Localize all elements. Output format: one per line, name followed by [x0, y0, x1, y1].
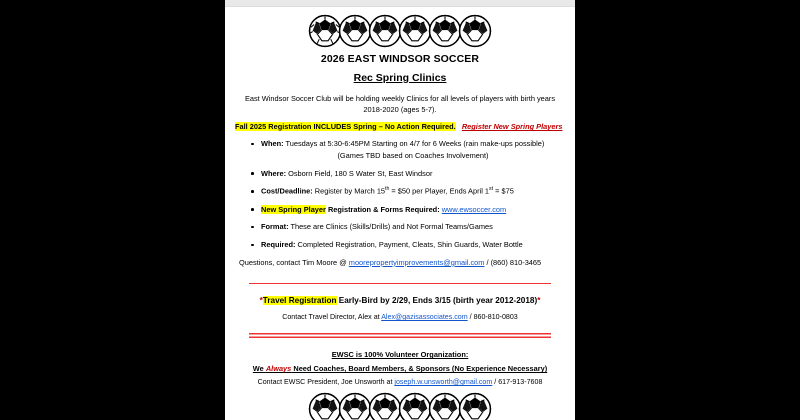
volunteer-contact-prefix: Contact EWSC President, Joe Unsworth at — [257, 378, 395, 387]
volunteer-always-emphasis: Always — [265, 364, 292, 374]
bullet-sep: : — [437, 204, 442, 214]
divider-rule-double — [249, 333, 551, 338]
questions-phone: / (860) 810-3465 — [484, 257, 542, 267]
bullet-sep: : — [281, 139, 284, 149]
list-item-when — [261, 139, 565, 161]
page-subtitle: Rec Spring Clinics — [353, 72, 447, 84]
bullet-text-cost-post: = $75 — [493, 186, 514, 196]
soccer-ball-icon — [338, 392, 372, 420]
bullet-label-when: When — [261, 139, 282, 149]
soccer-ball-icon — [398, 14, 432, 48]
bullet-label-cost: Cost/Deadline — [261, 186, 311, 196]
document-page — [225, 0, 575, 420]
volunteer-heading: EWSC is 100% Volunteer Organization: — [331, 350, 469, 360]
questions-prefix: Questions, contact Tim Moore @ — [239, 257, 349, 267]
bullet-sep: : — [310, 186, 313, 196]
page-title: 2026 EAST WINDSOR SOCCER — [320, 53, 480, 65]
bullet-sep: : — [283, 168, 287, 178]
travel-contact-prefix: Contact Travel Director, Alex at — [282, 313, 382, 322]
list-item-required — [261, 240, 565, 251]
bullet-subline-when: (Games TBD based on Coaches Involvement) — [337, 150, 489, 160]
travel-contact-phone: / 860-810-0803 — [467, 313, 518, 322]
soccer-ball-icon — [458, 14, 492, 48]
bullet-text-when: Tuesdays at 5:30-6:45PM Starting on 4/7 for 6 Weeks (rain make-ups possible) — [283, 139, 545, 149]
register-new-players-link[interactable]: Register New Spring Players — [461, 122, 563, 132]
questions-contact-line — [235, 258, 565, 267]
volunteer-contact-phone: / 617-913-7608 — [492, 378, 543, 387]
asterisk-right: * — [537, 296, 541, 306]
page-top-edge — [225, 0, 575, 7]
volunteer-contact-line — [235, 378, 565, 386]
soccer-ball-icon — [428, 392, 462, 420]
bullet-text-where: Osborn Field, 180 S Water St, East Windsor — [286, 168, 433, 178]
divider-rule-top — [249, 283, 551, 285]
registration-notice — [235, 122, 565, 131]
soccer-ball-icon — [308, 14, 342, 48]
ordinal-1st: st — [489, 186, 494, 193]
details-list — [235, 139, 565, 251]
ewsoccer-website-link[interactable]: www.ewsoccer.com — [441, 204, 507, 214]
asterisk-left: * — [259, 296, 263, 306]
ordinal-15th: th — [385, 186, 390, 193]
list-item-new-spring-player — [261, 205, 565, 216]
bullet-label-required: Required — [261, 240, 294, 250]
registration-notice-text: Fall 2025 Registration INCLUDES Spring – No Action Required. — [235, 122, 456, 132]
soccer-ball-icon — [368, 392, 402, 420]
bullet-label-new-spring-player: New Spring Player — [261, 204, 326, 214]
bullet-text-required: Completed Registration, Payment, Cleats, Shin Guards, Water Bottle — [295, 240, 523, 250]
travel-registration-text: Early-Bird by 2/29, Ends 3/15 (birth year 2012-2018) — [336, 296, 538, 306]
list-item-where — [261, 169, 565, 180]
volunteer-subheading — [235, 364, 565, 373]
intro-line-2: 2018-2020 (ages 5-7). — [363, 105, 437, 115]
travel-registration-heading — [235, 296, 565, 305]
soccer-ball-row-bottom — [235, 390, 565, 420]
soccer-ball-row-top — [235, 11, 565, 51]
tim-moore-email-link[interactable]: moorepropertyimprovements@gmail.com — [348, 257, 485, 267]
soccer-ball-icon — [308, 392, 342, 420]
list-item-cost-deadline — [261, 186, 565, 197]
joe-unsworth-email-link[interactable]: joseph.w.unsworth@gmail.com — [394, 378, 493, 387]
bullet-text-registration: Registration & Forms Required — [325, 204, 438, 214]
alex-email-link[interactable]: Alex@gazisassociates.com — [381, 313, 468, 322]
soccer-ball-icon — [428, 14, 462, 48]
soccer-ball-icon — [398, 392, 432, 420]
bullet-sep: : — [286, 222, 289, 232]
travel-registration-label: Travel Registration — [262, 296, 337, 306]
bullet-label-format: Format — [261, 222, 287, 232]
volunteer-text-pre: We — [252, 364, 266, 374]
list-item-format — [261, 222, 565, 233]
bullet-sep: : — [293, 240, 296, 250]
bullet-text-cost-pre: Register by March 15 — [312, 186, 386, 196]
flyer-body — [225, 7, 575, 420]
bullet-text-format: These are Clinics (Skills/Drills) and Not Formal Teams/Games — [288, 222, 493, 232]
bullet-text-cost-mid: = $50 per Player, Ends April 1 — [389, 186, 490, 196]
soccer-ball-icon — [368, 14, 402, 48]
travel-contact-line — [235, 313, 565, 321]
soccer-ball-icon — [338, 14, 372, 48]
intro-line-1: East Windsor Soccer Club will be holding weekly Clinics for all levels of players with birth years — [244, 94, 556, 103]
bullet-label-where: Where — [261, 168, 284, 178]
intro-paragraph — [235, 93, 565, 115]
volunteer-text-post: Need Coaches, Board Members, & Sponsors (No Experience Necessary) — [291, 364, 548, 374]
soccer-ball-icon — [458, 392, 492, 420]
